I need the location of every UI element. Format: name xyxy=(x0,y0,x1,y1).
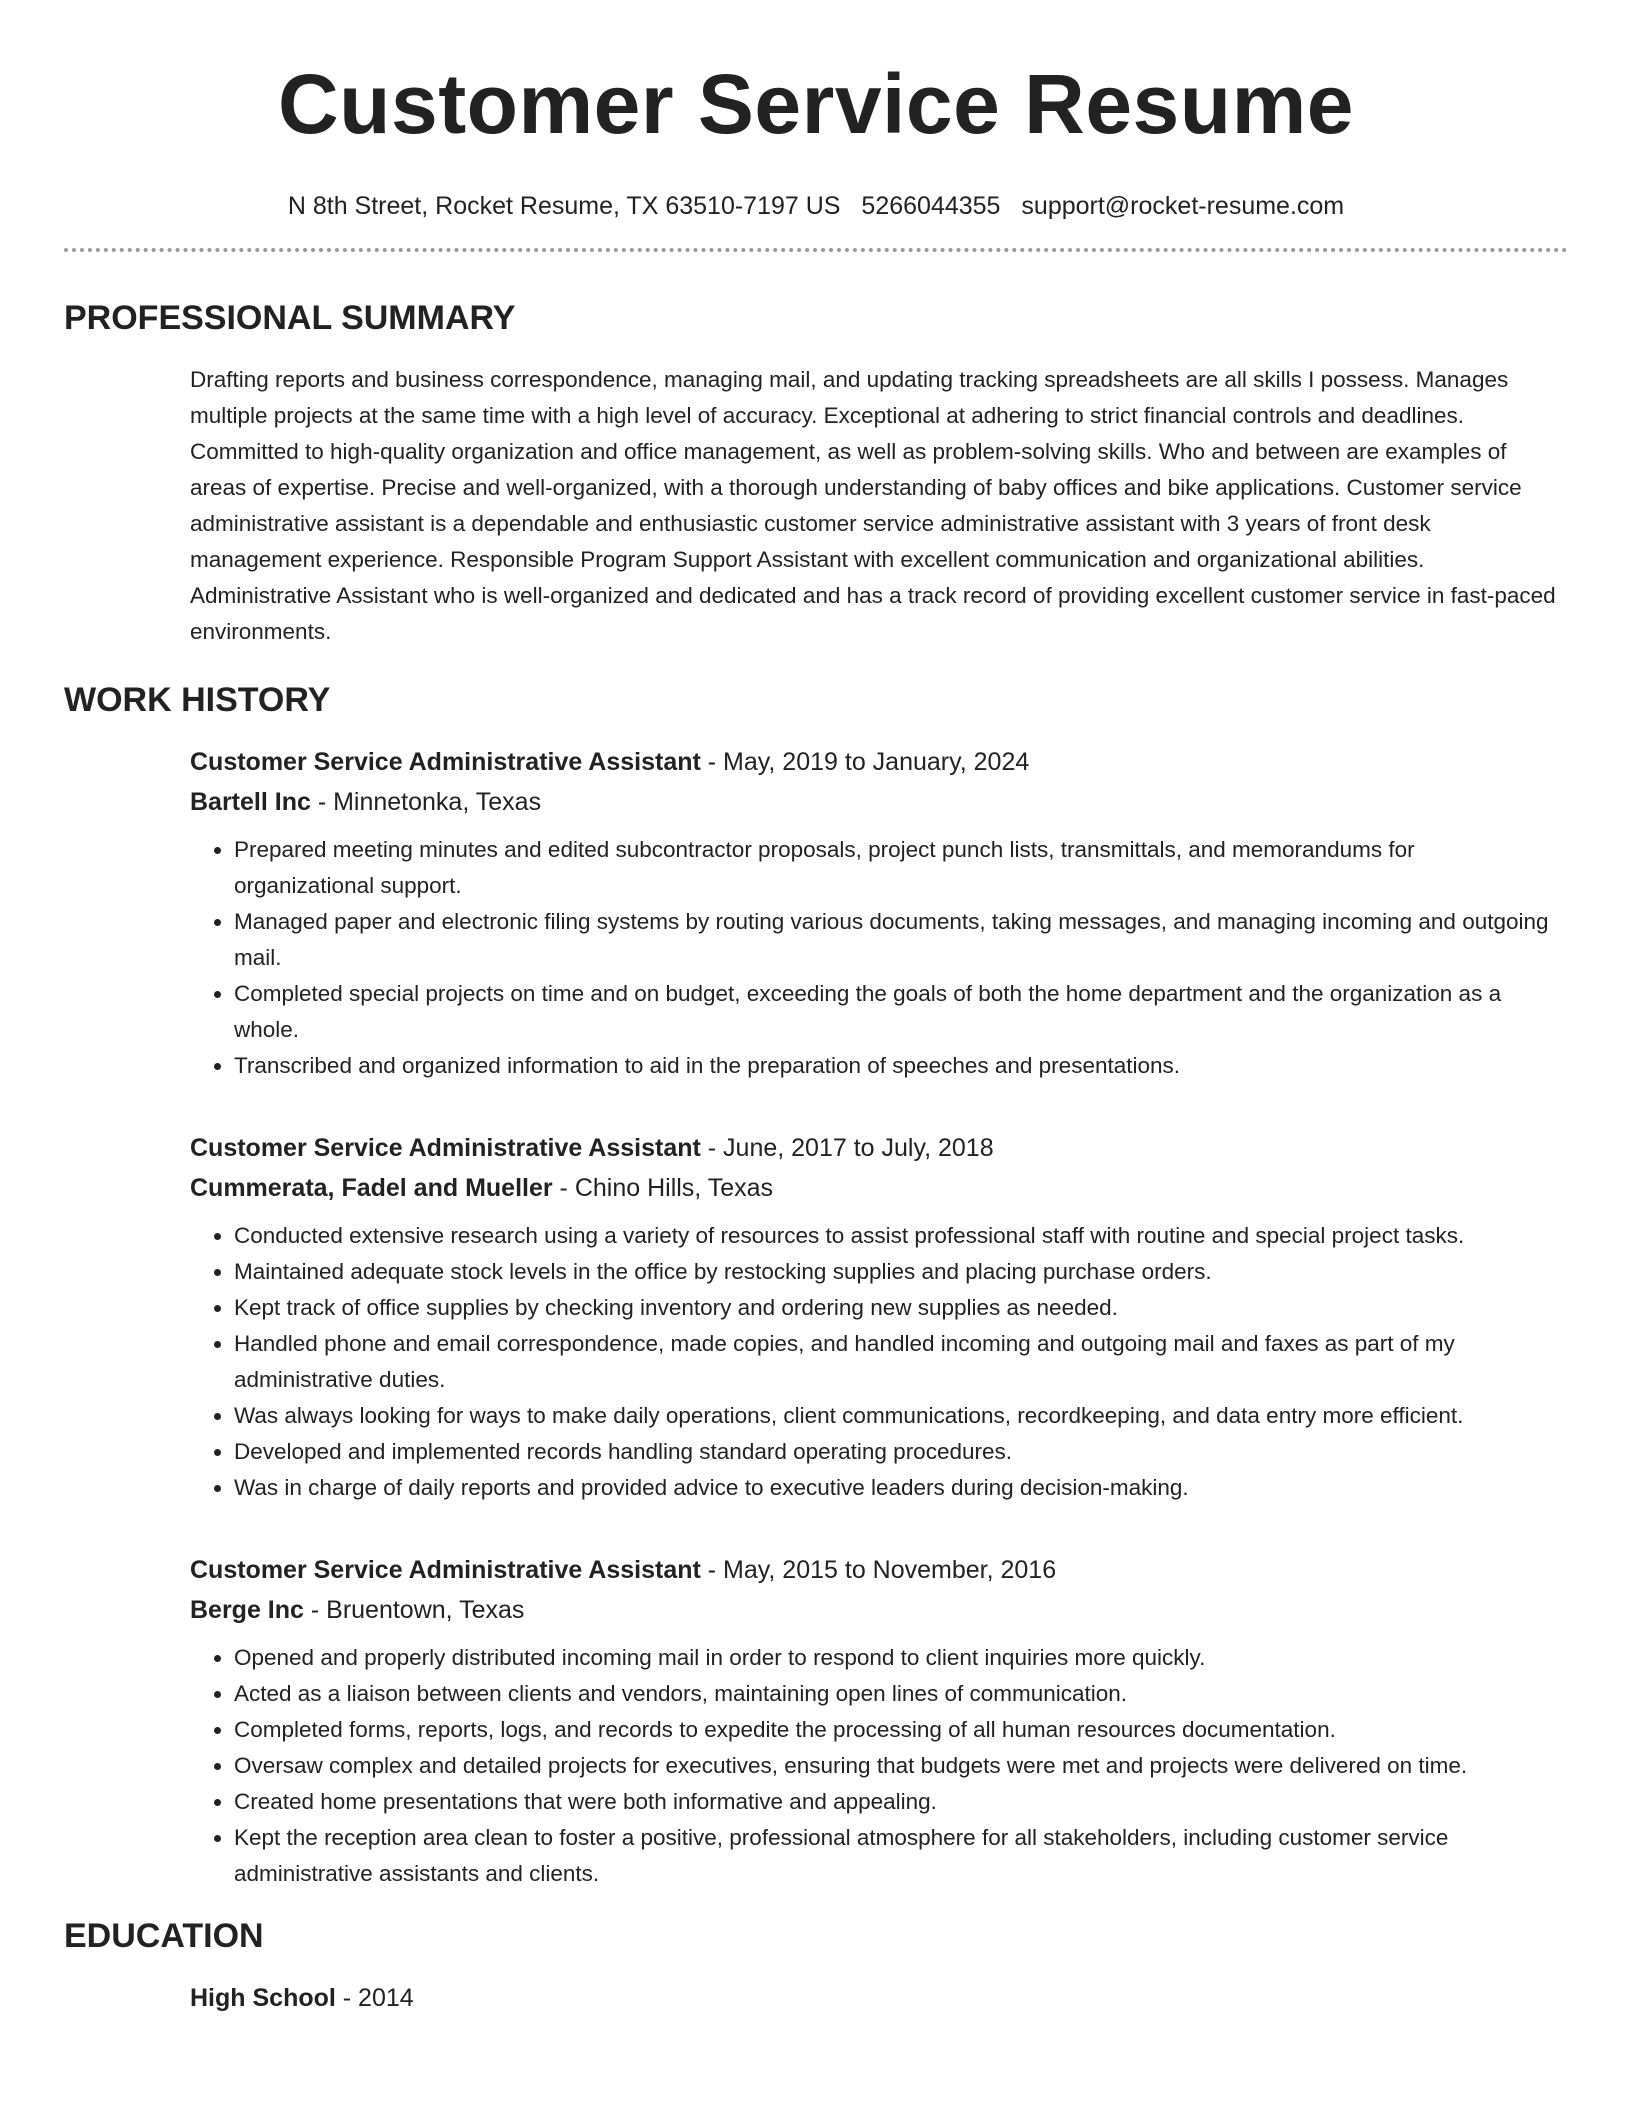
job-bullets xyxy=(190,1640,1562,1892)
section-heading-summary: PROFESSIONAL SUMMARY xyxy=(64,299,516,337)
summary-text: Drafting reports and business correspondence, managing mail, and updating tracking spreadsheets are all skills I possess. Manages multiple projects at the same time with a high level of accuracy. Exceptional at adhering to strict financial controls and deadlines. Committed to high-quality organization and office management, as well as problem-solving skills. Who and between are examples of areas of expertise. Precise and well-organized, with a thorough understanding of baby offices and bike applications. Customer service administrative assistant is a dependable and enthusiastic customer service administrative assistant with 3 years of front desk management experience. Responsible Program Support Assistant with excellent communication and organizational abilities. Administrative Assistant who is well-organized and dedicated and has a track record of providing excellent customer service in fast-paced environments. xyxy=(190,367,1556,644)
education-section xyxy=(64,1914,1568,2018)
education-degree: High School xyxy=(190,1984,336,2012)
education-body xyxy=(64,1978,1568,2018)
header-divider xyxy=(64,248,1568,252)
job-location: - Chino Hills, Texas xyxy=(552,1174,774,1202)
list-item: • Conducted extensive research using a variety of resources to assist professional staff with routine and special project tasks. xyxy=(234,1218,1562,1254)
summary-body xyxy=(64,362,1568,650)
resume-title: Customer Service Resume xyxy=(278,57,1354,151)
list-item: • Prepared meeting minutes and edited subcontractor proposals, project punch lists, transmittals, and memorandums for organizational support. xyxy=(234,832,1562,904)
job-dates: - June, 2017 to July, 2018 xyxy=(700,1134,994,1162)
professional-summary-section xyxy=(64,296,1568,650)
job-title-line xyxy=(190,1128,1562,1168)
list-item: • Was always looking for ways to make daily operations, client communications, recordkeeping, and data entry more efficient. xyxy=(234,1398,1562,1434)
list-item: • Managed paper and electronic filing systems by routing various documents, taking messages, and managing incoming and outgoing mail. xyxy=(234,904,1562,976)
list-item: • Transcribed and organized information to aid in the preparation of speeches and presentations. xyxy=(234,1048,1562,1084)
list-item: • Handled phone and email correspondence, made copies, and handled incoming and outgoing mail and faxes as part of my administrative duties. xyxy=(234,1326,1562,1398)
job-title: Customer Service Administrative Assistant xyxy=(190,1134,701,1162)
resume-header xyxy=(64,0,1568,222)
contact-address: N 8th Street, Rocket Resume, TX 63510-7197 US xyxy=(287,192,841,220)
list-item: • Developed and implemented records handling standard operating procedures. xyxy=(234,1434,1562,1470)
job-company-line xyxy=(190,782,1562,822)
job-company-line xyxy=(190,1590,1562,1630)
job-entry xyxy=(190,1128,1562,1506)
job-company-line xyxy=(190,1168,1562,1208)
list-item: • Opened and properly distributed incoming mail in order to respond to client inquiries more quickly. xyxy=(234,1640,1562,1676)
list-item: • Created home presentations that were both informative and appealing. xyxy=(234,1784,1562,1820)
list-item: • Kept the reception area clean to foster a positive, professional atmosphere for all stakeholders, including customer service administrative assistants and clients. xyxy=(234,1820,1562,1892)
job-company: Berge Inc xyxy=(190,1596,304,1624)
list-item: • Completed forms, reports, logs, and records to expedite the processing of all human resources documentation. xyxy=(234,1712,1562,1748)
job-dates: - May, 2015 to November, 2016 xyxy=(700,1556,1057,1584)
education-entry xyxy=(190,1978,1562,2018)
job-entry xyxy=(190,742,1562,1084)
work-history-section xyxy=(64,678,1568,1892)
job-company: Bartell Inc xyxy=(190,788,311,816)
job-dates: - May, 2019 to January, 2024 xyxy=(700,748,1030,776)
list-item: • Was in charge of daily reports and provided advice to executive leaders during decision-making. xyxy=(234,1470,1562,1506)
contact-email: support@rocket-resume.com xyxy=(1021,192,1345,220)
list-item: • Completed special projects on time and on budget, exceeding the goals of both the home department and the organization as a whole. xyxy=(234,976,1562,1048)
list-item: • Acted as a liaison between clients and vendors, maintaining open lines of communication. xyxy=(234,1676,1562,1712)
job-location: - Bruentown, Texas xyxy=(303,1596,525,1624)
contact-phone: 5266044355 xyxy=(861,192,1001,220)
contact-line xyxy=(64,190,1568,222)
job-title: Customer Service Administrative Assistant xyxy=(190,748,701,776)
section-heading-education: EDUCATION xyxy=(64,1917,264,1955)
job-entry xyxy=(190,1550,1562,1892)
list-item: • Kept track of office supplies by checking inventory and ordering new supplies as needed. xyxy=(234,1290,1562,1326)
job-company: Cummerata, Fadel and Mueller xyxy=(190,1174,553,1202)
job-title-line xyxy=(190,742,1562,782)
work-body xyxy=(64,742,1568,1892)
section-heading-work: WORK HISTORY xyxy=(64,681,331,719)
job-bullets xyxy=(190,832,1562,1084)
list-item: • Oversaw complex and detailed projects for executives, ensuring that budgets were met and projects were delivered on time. xyxy=(234,1748,1562,1784)
job-title-line xyxy=(190,1550,1562,1590)
education-year: - 2014 xyxy=(335,1984,414,2012)
job-title: Customer Service Administrative Assistant xyxy=(190,1556,701,1584)
list-item: • Maintained adequate stock levels in the office by restocking supplies and placing purchase orders. xyxy=(234,1254,1562,1290)
job-bullets xyxy=(190,1218,1562,1506)
job-location: - Minnetonka, Texas xyxy=(310,788,542,816)
